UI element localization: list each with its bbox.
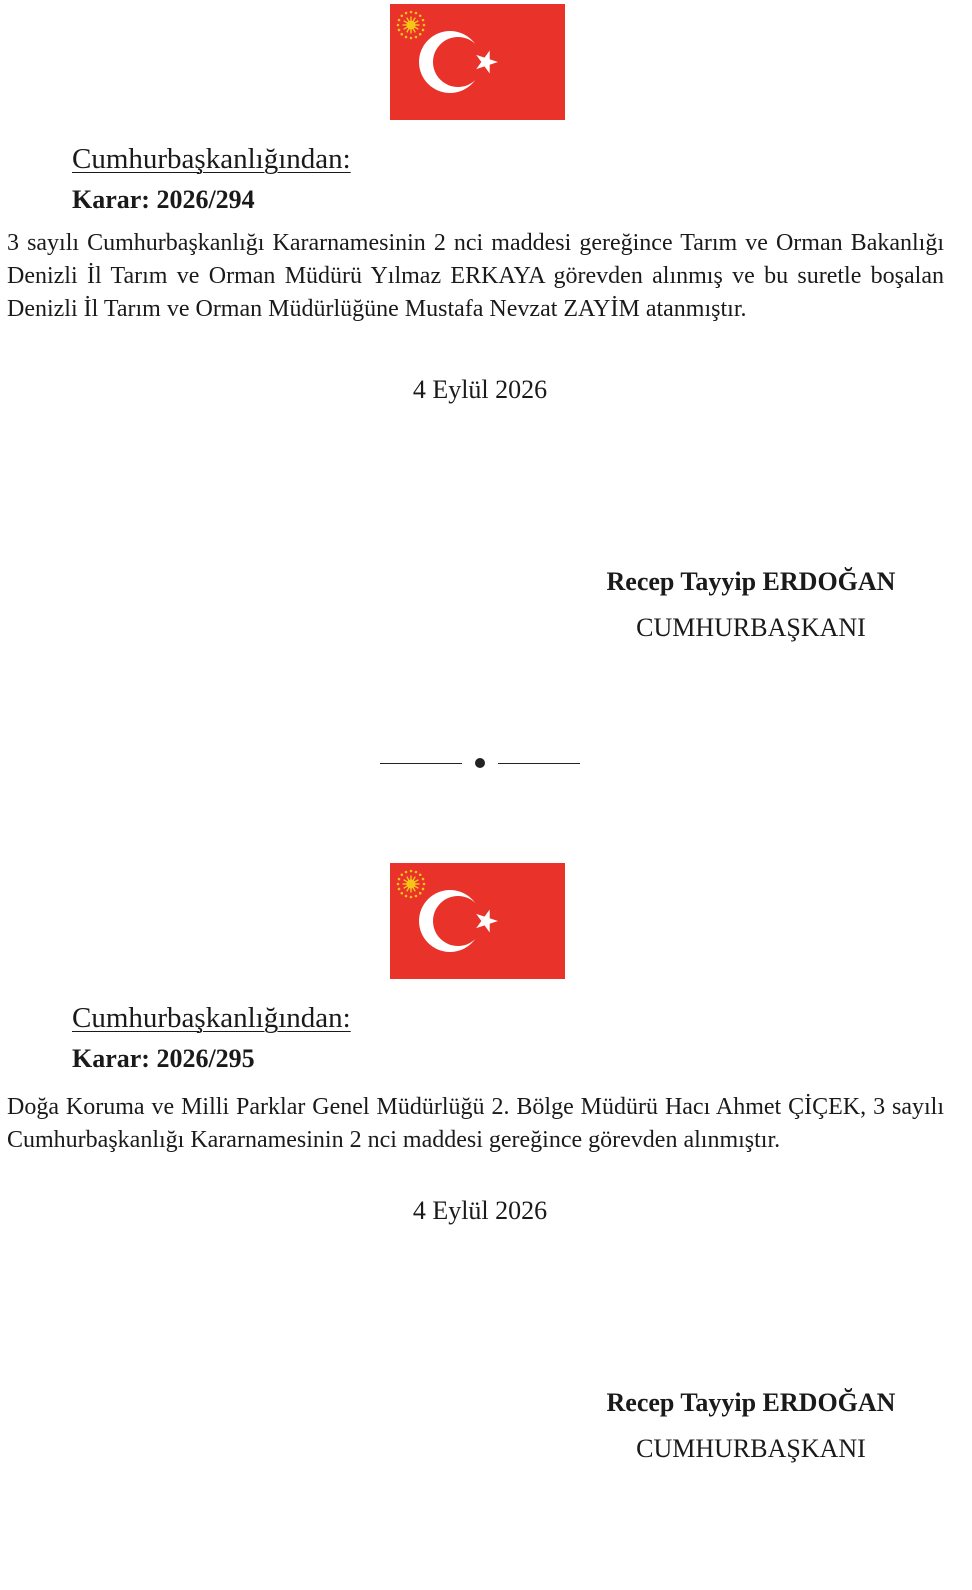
signer-title: CUMHURBAŞKANI (636, 613, 866, 642)
decision-number: Karar: 2026/295 (72, 1044, 255, 1073)
decision-body: 3 sayılı Cumhurbaşkanlığı Kararnamesinin 2 nci maddesi gereğince Tarım ve Orman Bakanlığı Denizli İl Tarım ve Orman Müdürü Yılmaz ERKAYA görevden alınmış ve bu suretle boşalan Denizli İl Tarım ve Orman Müdürlüğüne Mustafa Nevzat ZAYİM atanmıştır. (7, 230, 944, 322)
signer-title: CUMHURBAŞKANI (636, 1434, 866, 1463)
flag-icon (390, 4, 565, 120)
divider-line (498, 763, 580, 764)
flag-icon (390, 863, 565, 979)
signer-name: Recep Tayyip ERDOĞAN (606, 567, 896, 596)
decision-number: Karar: 2026/294 (72, 185, 255, 214)
turkish-flag-emblem (390, 863, 565, 979)
decision-date: 4 Eylül 2026 (412, 1196, 548, 1225)
section-divider (380, 755, 580, 771)
decision-date: 4 Eylül 2026 (412, 375, 548, 404)
issuer-heading: Cumhurbaşkanlığından: (72, 1002, 351, 1034)
turkish-flag-emblem (390, 4, 565, 120)
issuer-heading: Cumhurbaşkanlığından: (72, 143, 351, 175)
signer-name: Recep Tayyip ERDOĞAN (606, 1388, 896, 1417)
decision-body: Doğa Koruma ve Milli Parklar Genel Müdürlüğü 2. Bölge Müdürü Hacı Ahmet ÇİÇEK, 3 sayılı Cumhurbaşkanlığı Kararnamesinin 2 nci maddesi gereğince görevden alınmıştır. (7, 1094, 944, 1153)
divider-line (380, 763, 462, 764)
divider-dot (475, 758, 485, 768)
